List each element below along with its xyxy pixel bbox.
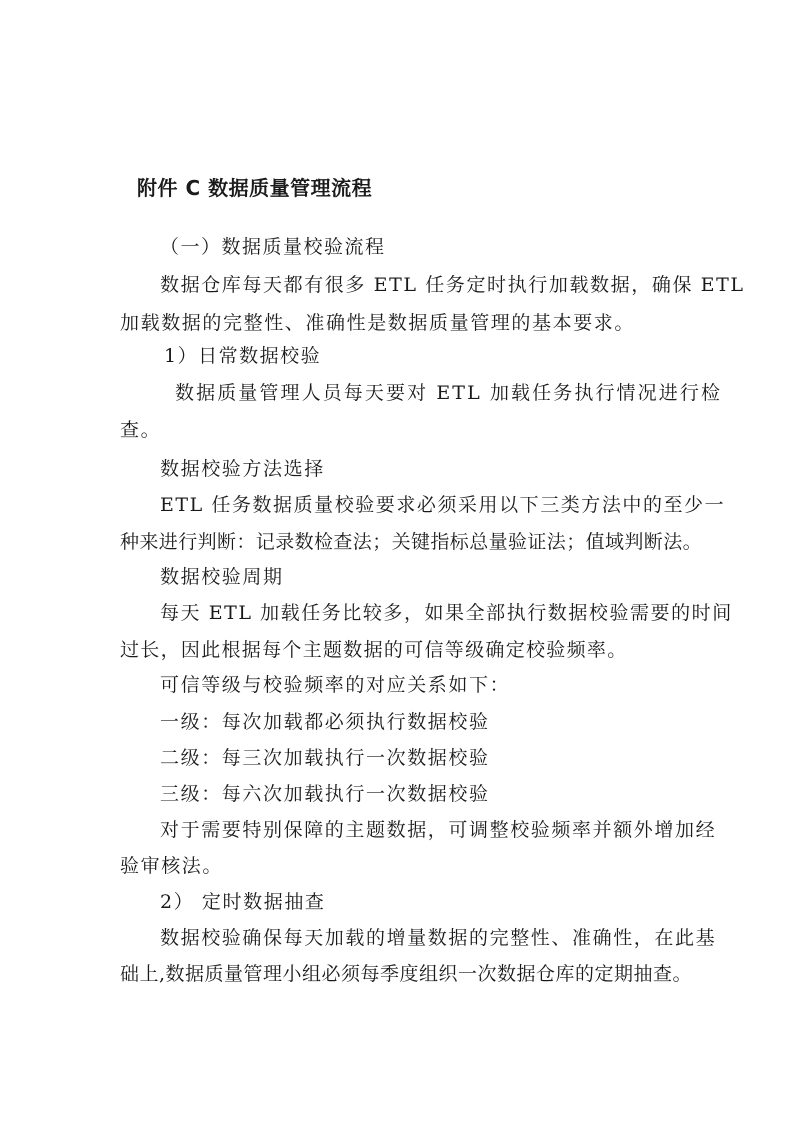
- appendix-heading: 附件 C 数据质量管理流程: [137, 176, 373, 200]
- method-paragraph-line-1: ETL 任务数据质量校验要求必须采用以下三类方法中的至少一: [160, 494, 726, 516]
- intro-paragraph-line-2: 加载数据的完整性、准确性是数据质量管理的基本要求。: [120, 312, 636, 334]
- method-paragraph-line-2: 种来进行判断：记录数检查法；关键指标总量验证法；值域判断法。: [120, 531, 703, 553]
- subsection-title-daily-check: 1）日常数据校验: [164, 345, 322, 367]
- intro-paragraph-line-1: 数据仓库每天都有很多 ETL 任务定时执行加载数据，确保 ETL: [160, 274, 745, 296]
- level-item: 三级：每六次加载执行一次数据校验: [160, 783, 490, 805]
- daily-check-paragraph-line-2: 查。: [120, 419, 162, 441]
- special-paragraph-line-1: 对于需要特别保障的主题数据，可调整校验频率并额外增加经: [160, 819, 717, 841]
- cycle-paragraph-line-1: 每天 ETL 加载任务比较多，如果全部执行数据校验需要的时间: [160, 602, 733, 624]
- daily-check-paragraph-line-1: 数据质量管理人员每天要对 ETL 加载任务执行情况进行检: [175, 382, 723, 404]
- method-selection-heading: 数据校验方法选择: [160, 458, 325, 480]
- special-paragraph-line-2: 验审核法。: [120, 855, 224, 877]
- spot-check-paragraph-line-2: 础上,数据质量管理小组必须每季度组织一次数据仓库的定期抽查。: [120, 963, 693, 985]
- spot-check-paragraph-line-1: 数据校验确保每天加载的增量数据的完整性、准确性，在此基: [160, 927, 717, 949]
- cycle-paragraph-line-2: 过长，因此根据每个主题数据的可信等级确定校验频率。: [120, 639, 628, 661]
- subsection-title-spot-check: 2） 定时数据抽查: [160, 891, 326, 913]
- section-title: （一）数据质量校验流程: [160, 236, 386, 258]
- level-item: 二级：每三次加载执行一次数据校验: [160, 747, 490, 769]
- level-item: 一级：每次加载都必须执行数据校验: [160, 711, 490, 733]
- mapping-intro: 可信等级与校验频率的对应关系如下：: [160, 674, 511, 696]
- check-cycle-heading: 数据校验周期: [160, 566, 284, 588]
